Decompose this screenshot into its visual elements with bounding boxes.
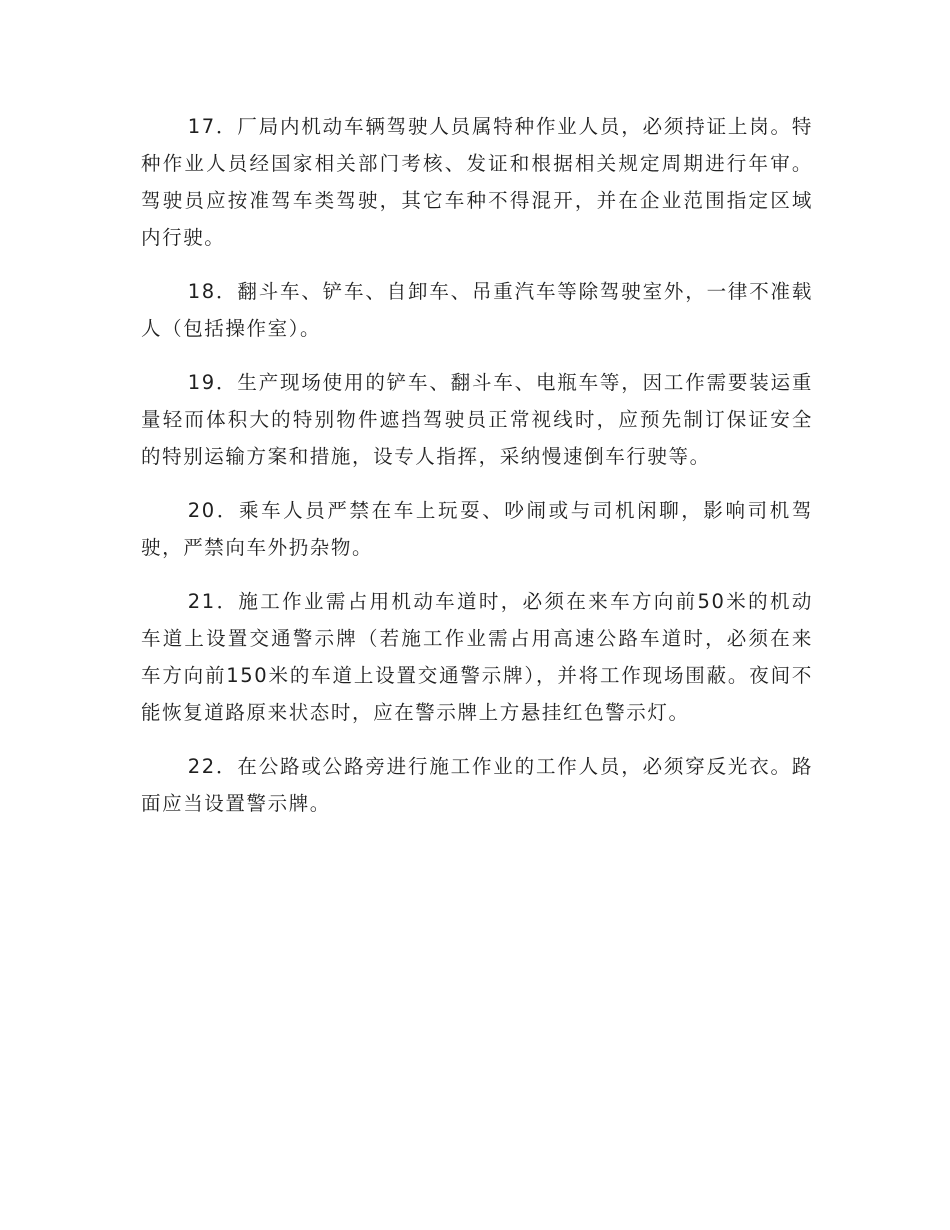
paragraph-19: 19．生产现场使用的铲车、翻斗车、电瓶车等，因工作需要装运重量轻而体积大的特别物件遮挡驾驶员正常视线时，应预先制订保证安全的特别运输方案和措施，设专人指挥，采纳慢速倒车行驶等。 [141,371,813,468]
paragraph-18: 18．翻斗车、铲车、自卸车、吊重汽车等除驾驶室外，一律不准载人（包括操作室）。 [141,280,813,340]
paragraph-21: 21．施工作业需占用机动车道时，必须在来车方向前50米的机动车道上设置交通警示牌（若施工作业需占用高速公路车道时，必须在来车方向前150米的车道上设置交通警示牌），并将工作现场围蔽。夜间不能恢复道路原来状态时，应在警示牌上方悬挂红色警示灯。 [141,590,813,724]
paragraph-20: 20．乘车人员严禁在车上玩耍、吵闹或与司机闲聊，影响司机驾驶，严禁向车外扔杂物。 [141,499,813,559]
paragraph-22: 22．在公路或公路旁进行施工作业的工作人员，必须穿反光衣。路面应当设置警示牌。 [141,755,813,815]
paragraph-17: 17．厂局内机动车辆驾驶人员属特种作业人员，必须持证上岗。特种作业人员经国家相关部门考核、发证和根据相关规定周期进行年审。驾驶员应按准驾车类驾驶，其它车种不得混开，并在企业范围指定区域内行驶。 [141,115,813,249]
document-body [141,108,813,839]
